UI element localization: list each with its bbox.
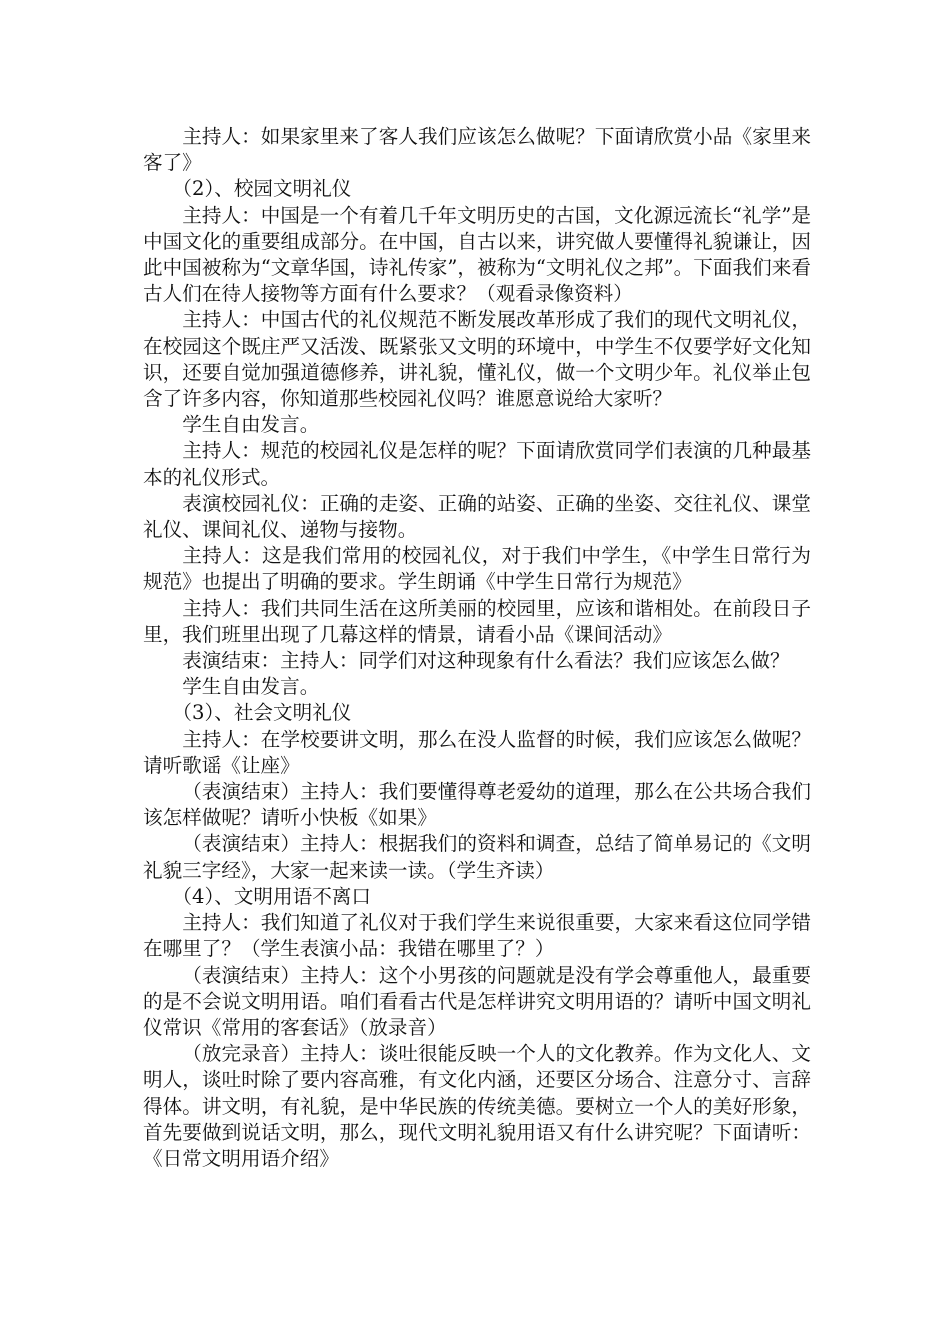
paragraph-what-went-wrong: 主持人：我们知道了礼仪对于我们学生来说很重要，大家来看这位同学错在哪里了？（学生表演小品：我错在哪里了？）: [143, 911, 811, 961]
paragraph-daily-polite-language: （放完录音）主持人：谈吐很能反映一个人的文化教养。作为文化人、文明人，谈吐时除了要内容高雅，有文化内涵，还要区分场合、注意分寸、言辞得体。讲文明，有礼貌，是中华民族的传统美德。要树立一个人的美好形象，首先要做到说话文明，那么，现代文明礼貌用语又有什么讲究呢？下面请听：《日常文明用语介绍》: [143, 1042, 811, 1170]
paragraph-three-character-classic: （表演结束）主持人：根据我们的资料和调查，总结了简单易记的《文明礼貌三字经》，大家一起来读一读。（学生齐读）: [143, 832, 811, 882]
paragraph-student-speech-1: 学生自由发言。: [182, 413, 320, 437]
document-body: [143, 124, 811, 1172]
section-heading-social-etiquette: （3）、社会文明礼仪: [172, 701, 352, 725]
paragraph-class-break-skit: 主持人：我们共同生活在这所美丽的校园里，应该和谐相处。在前段日子里，我们班里出现了几幕这样的情景，请看小品《课间活动》: [143, 596, 811, 646]
paragraph-student-speech-2: 学生自由发言。: [182, 675, 320, 699]
paragraph-give-seat: 主持人：在学校要讲文明，那么在没人监督的时候，我们应该怎么做呢？请听歌谣《让座》: [143, 727, 811, 777]
paragraph-respect-elders: （表演结束）主持人：我们要懂得尊老爱幼的道理，那么在公共场合我们该怎样做呢？请听小快板《如果》: [143, 780, 811, 830]
paragraph-courtesy-phrases: （表演结束）主持人：这个小男孩的问题就是没有学会尊重他人，最重要的是不会说文明用语。咱们看看古代是怎样讲究文明用语的？请听中国文明礼仪常识《常用的客套话》（放录音）: [143, 963, 811, 1039]
section-heading-campus-etiquette: （2）、校园文明礼仪: [172, 177, 352, 201]
paragraph-modern-etiquette: 主持人：中国古代的礼仪规范不断发展改革形成了我们的现代文明礼仪，在校园这个既庄严又活泼、既紧张又文明的环境中，中学生不仅要学好文化知识，还要自觉加强道德修养，讲礼貌，懂礼仪，做一个文明少年。礼仪举止包含了许多内容，你知道那些校园礼仪吗？谁愿意说给大家听？: [143, 308, 811, 411]
paragraph-ancient-china: 主持人：中国是一个有着几千年文明历史的古国，文化源远流长“礼学”是中国文化的重要组成部分。在中国，自古以来，讲究做人要懂得礼貌谦让，因此中国被称为“文章华国，诗礼传家”，被称为“文明礼仪之邦”。下面我们来看古人们在待人接物等方面有什么要求？（观看录像资料）: [143, 203, 811, 306]
paragraph-guest-at-home: 主持人：如果家里来了客人我们应该怎么做呢？下面请欣赏小品《家里来客了》: [143, 125, 811, 175]
paragraph-performance-end-1: 表演结束：主持人：同学们对这种现象有什么看法？我们应该怎么做？: [182, 649, 790, 673]
paragraph-campus-forms: 主持人：规范的校园礼仪是怎样的呢？下面请欣赏同学们表演的几种最基本的礼仪形式。: [143, 439, 811, 489]
section-heading-polite-language: （4）、文明用语不离口: [172, 884, 371, 908]
paragraph-performance-list: 表演校园礼仪：正确的走姿、正确的站姿、正确的坐姿、交往礼仪、课堂礼仪、课间礼仪、递物与接物。: [143, 491, 811, 542]
paragraph-student-norms: 主持人：这是我们常用的校园礼仪，对于我们中学生，《中学生日常行为规范》也提出了明确的要求。学生朗诵《中学生日常行为规范》: [143, 544, 811, 594]
